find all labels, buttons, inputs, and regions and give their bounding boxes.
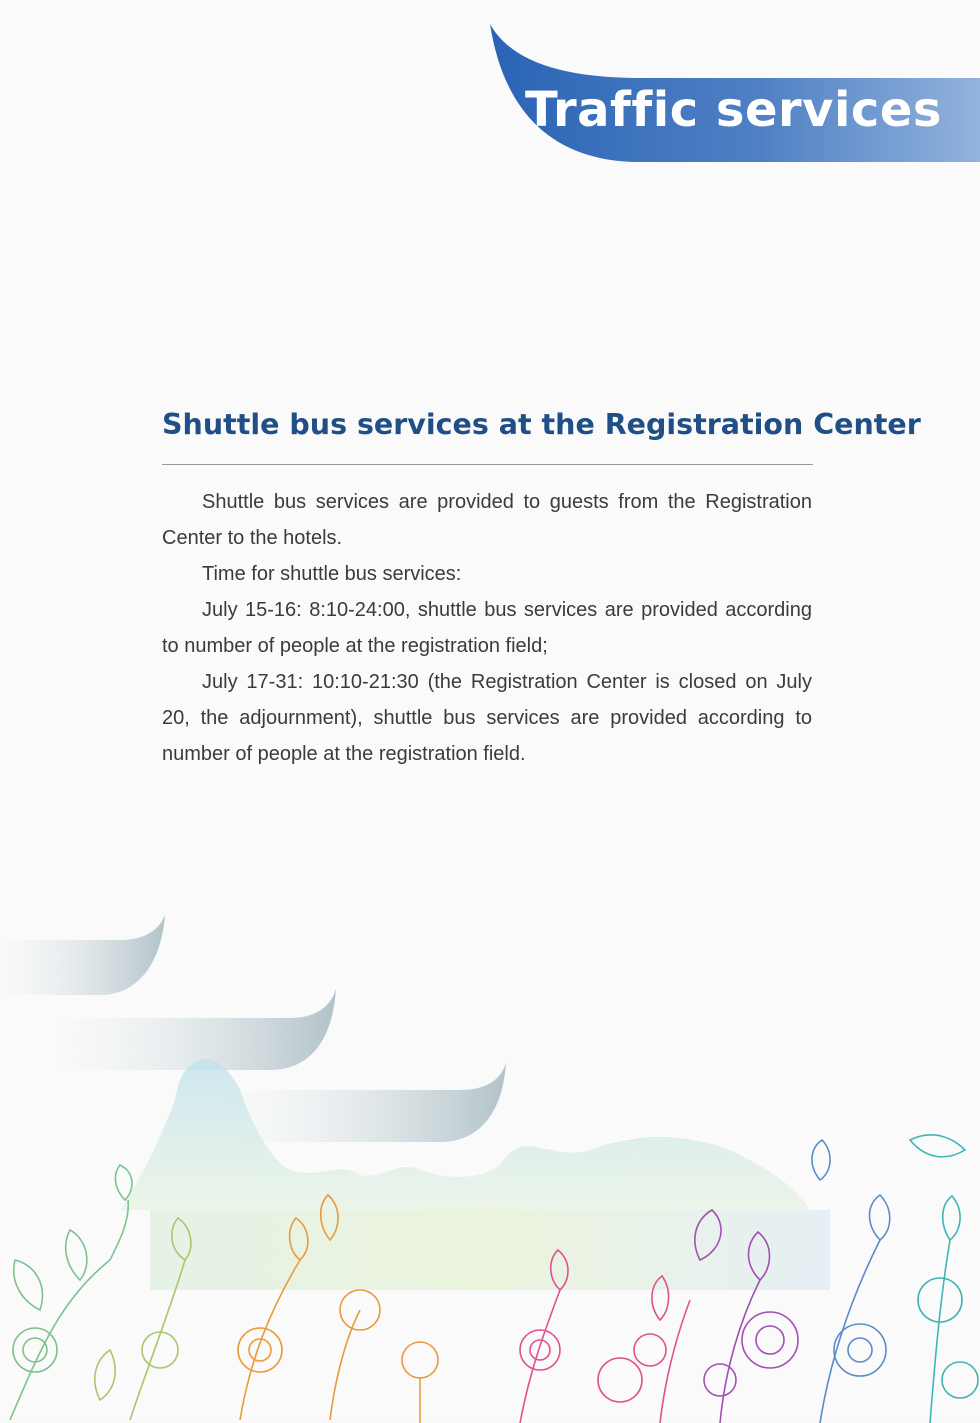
section-body <box>162 484 812 772</box>
body-paragraph: Shuttle bus services are provided to guests from the Registration Center to the hotels. <box>162 491 812 549</box>
header-banner <box>0 0 980 180</box>
cloud-band <box>0 914 165 995</box>
body-paragraph: Time for shuttle bus services: <box>202 563 462 585</box>
page-title: Traffic services <box>524 82 942 138</box>
cloud-band <box>230 1062 506 1142</box>
floral-landscape-illustration <box>0 880 980 1423</box>
cloud-band <box>60 988 336 1070</box>
heading-divider <box>162 464 813 465</box>
body-paragraph: July 15-16: 8:10-24:00, shuttle bus services are provided according to number of people at the registration field; <box>162 599 812 657</box>
section-heading: Shuttle bus services at the Registration Center <box>162 408 921 441</box>
body-paragraph: July 17-31: 10:10-21:30 (the Registration Center is closed on July 20, the adjournment), shuttle bus services are provided according to number of people at the registration field. <box>162 671 812 765</box>
river <box>150 1210 830 1290</box>
